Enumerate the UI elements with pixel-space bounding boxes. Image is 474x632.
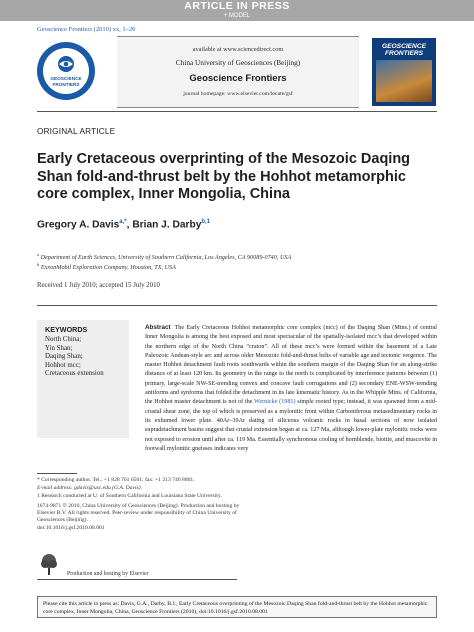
- author-list: Gregory A. Davis$^{a,*}$, Brian J. Darby$^{b,1}$: [37, 219, 211, 231]
- article-in-press-banner: [0, 0, 474, 21]
- affiliation: $^b$ ExxonMobil Exploration Company, Houston, TX, USA: [37, 262, 176, 272]
- elsevier-tree-icon: [39, 552, 59, 576]
- publisher-text: Production and hosting by Elsevier: [67, 571, 149, 577]
- keyword: Cretaceous extension: [45, 370, 104, 378]
- journal-cover-image: [372, 38, 436, 106]
- journal-reference: Geoscience Frontiers (2010) xx, 1–20: [37, 26, 136, 33]
- author-marks[interactable]: b,1: [201, 219, 211, 225]
- university-name: China University of Geosciences (Beijing): [175, 58, 301, 67]
- keyword: Yin Shan;: [45, 344, 73, 352]
- doi[interactable]: doi:10.1016/j.gsf.2010.08.001: [37, 525, 105, 531]
- research-note: 1 Research conducted at U. of Southern California and Louisiana State University.: [37, 493, 222, 499]
- author-name: Gregory A. Davis: [37, 219, 120, 231]
- author-name: Brian J. Darby: [132, 219, 202, 231]
- author-marks[interactable]: a,*: [119, 219, 127, 225]
- journal-info-box: [117, 36, 359, 108]
- keywords-box: [37, 320, 129, 438]
- abstract-heading: Abstract: [145, 324, 171, 331]
- abstract-divider: [37, 305, 437, 306]
- journal-logo: [37, 42, 95, 100]
- email-note[interactable]: E-mail address: gdavis@usc.edu (G.A. Davis).: [37, 485, 142, 491]
- journal-header: [37, 36, 437, 106]
- available-at[interactable]: available at www.sciencedirect.com: [192, 46, 284, 53]
- footnotes: [37, 473, 247, 533]
- logo-text: GEOSCIENCE FRONTIERS: [50, 76, 82, 87]
- copyright-notice: 1674-9871 © 2010, China University of Geosciences (Beijing). Production and hosting by Elsevier B.V. All rights reserved. Peer-review under responsibility of China University of Geosciences (Beijing).: [37, 503, 240, 523]
- article-title: Early Cretaceous overprinting of the Mesozoic Daqing Shan fold-and-thrust belt by the Hohhot metamorphic core complex, Inner Mongolia, China: [37, 151, 411, 202]
- keywords-heading: KEYWORDS: [45, 325, 88, 334]
- affiliation: $^a$ Department of Earth Sciences, University of Southern California, Los Angeles, CA 90089-0740, USA: [37, 252, 292, 262]
- section-label: ORIGINAL ARTICLE: [37, 127, 116, 136]
- abstract-body: Abstract The Early Cretaceous Hohhot metamorphic core complex (mcc) of the Daqing Shan (Mtns.) of central Inner Mongolia is among the best exposed and most spectacular of the spatially-isolated mcc’s that developed within the northern edge of the North China “craton”. All of these mcc’s were formed within the basement of a Late Paleozoic Andean-style arc and across older Mesozoic fold-and-thrust belts of variable age and tectonic vergence. The master Hohhot detachment fault roots southwards within the southern margin of the Daqing Shan for an along-strike distance of at least 120 km. Its geometry in the range to the north is complicated by interference patterns between (1) primary, large-scale NW-SE-trending convex and concave fault corrugations and (2) secondary ENE-WSW-trending antiforms and synforms that folded the detachment in its late kinematic history. As in the Whipple Mtns. of California, the Hohhot master detachment is not of the Wernicke (1981) simple rooted type; instead, it was spawned from a mid-crustal shear zone, the top of which is preserved as a mylonitic front within Carboniferous metasedimentary rocks in its exhumed lower plate. 40Ar–39Ar dating of siliceous volcanic rocks in basal sections of now isolated supradetachment basins suggest that crustal extension began at ca. 127 Ma, although lower-plate mylonitic rocks were not exposed to erosion until after ca. 119 Ma. Essentially synchronous cooling of hornblende, biotite, and muscovite in footwall mylonitic gneisses indicates very: [145, 324, 438, 452]
- globe-icon: [56, 55, 76, 73]
- corresponding-author: * Corresponding author. Tel.: +1 828 761 0501; fax: +1 213 740 8801.: [37, 477, 195, 483]
- cover-title: GEOSCIENCE FRONTIERS: [382, 43, 426, 57]
- journal-name: Geoscience Frontiers: [189, 73, 287, 84]
- banner-subtitle: + MODEL: [223, 13, 251, 19]
- publisher-block: [37, 548, 237, 582]
- header-divider: [37, 111, 437, 112]
- citation-link[interactable]: Wernicke (1981): [254, 399, 296, 406]
- cover-landscape: [376, 60, 432, 102]
- keyword: North China;: [45, 336, 82, 343]
- citation-box: Please cite this article in press as: Davis, G.A., Darby, B.J., Early Cretaceous overprinting of the Mesozoic Daqing Shan fold-and-thrust belt by the Hohhot metamorphic core complex, Inner Mongolia, China, Geoscience Frontiers (2010), doi:10.1016/j.gsf.2010.08.001: [37, 596, 437, 618]
- keyword: Hohhot mcc;: [45, 361, 81, 369]
- banner-title: ARTICLE IN PRESS: [184, 0, 290, 12]
- journal-homepage[interactable]: journal homepage: www.elsevier.com/locate/gsf: [183, 91, 293, 97]
- keyword: Daqing Shan;: [45, 353, 83, 361]
- received-dates: Received 1 July 2010; accepted 15 July 2010: [37, 282, 160, 289]
